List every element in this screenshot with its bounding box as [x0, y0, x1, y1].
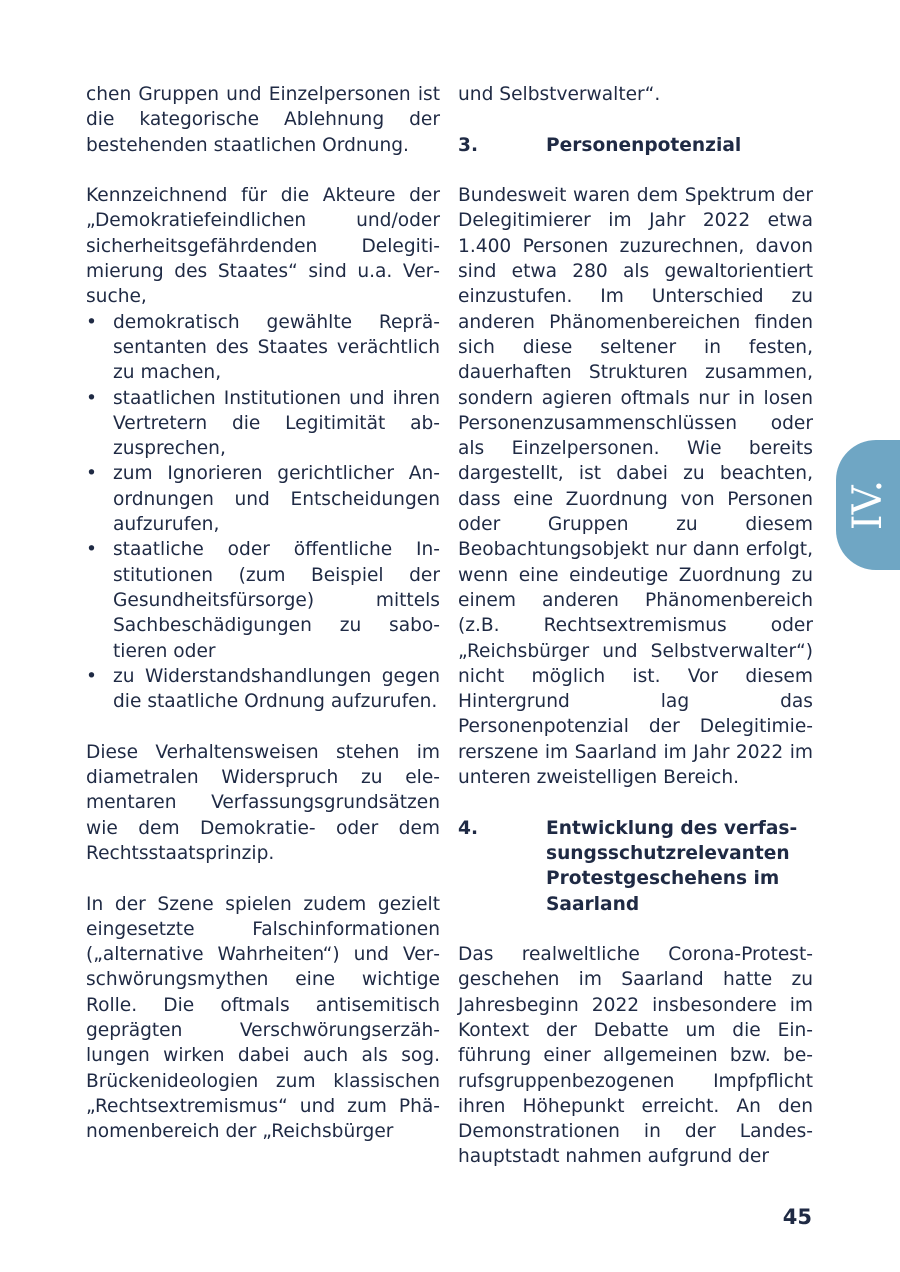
section-heading-3	[458, 133, 813, 158]
page-number: 45	[782, 1205, 812, 1229]
section-number: 4.	[458, 817, 479, 839]
list-item: • staatlichen Institutionen und ihren Vertretern die Legitimität abzusprechen,	[86, 386, 440, 462]
section-heading-4	[458, 816, 813, 917]
paragraph-intro: Kennzeichnend für die Akteure der „Demokratiefeindlichen und/oder sicherheitsgefährdenden Delegitimierung des Staates“ sind u.a. Versuche,	[86, 185, 440, 308]
chapter-label-text: IV.	[844, 479, 891, 531]
left-column	[86, 82, 440, 1144]
paragraph: und Selbstverwalter“.	[458, 84, 661, 105]
list-item: • zu Widerstandshandlungen gegen die staatliche Ordnung aufzurufen.	[86, 664, 440, 715]
paragraph: Das realweltliche Corona-Protestgeschehen im Saarland hatte zu Jahresbeginn 2022 insbesondere im Kontext der Debatte um die Einführung einer allgemeinen bzw. berufsgruppenbezogenen Impfpflicht ihren Höhepunkt erreicht. An den Demonstrationen in der Landeshauptstadt nahmen aufgrund der	[458, 944, 813, 1168]
bullet-list	[86, 310, 440, 715]
paragraph: Bundesweit waren dem Spektrum der Delegitimierer im Jahr 2022 etwa 1.400 Personen zuzurechnen, davon sind etwa 280 als gewaltorientiert einzustufen. Im Unterschied zu anderen Phänomenbereichen finden sich diese seltener in festen, dauerhaften Strukturen zusammen, sondern agieren oftmals nur in losen Personenzusammenschlüssen oder als Einzelpersonen. Wie bereits dargestellt, ist dabei zu beachten, dass eine Zuordnung von Personen oder Gruppen zu diesem Beobachtungsobjekt nur dann erfolgt, wenn eine eindeutige Zuordnung zu einem anderen Phänomenbereich (z.B. Rechtsextremismus oder „Reichsbürger und Selbstverwalter“) nicht möglich ist. Vor diesem Hintergrund lag das Personenpotenzial der Delegitimiererszene im Saarland im Jahr 2022 im unteren zweistelligen Bereich.	[458, 185, 813, 789]
section-number: 3.	[458, 134, 479, 156]
paragraph: In der Szene spielen zudem gezielt eingesetzte Falschinformationen („alternative Wahrheiten“) und Verschwörungsmythen eine wichtige Rolle. Die oftmals antisemitisch geprägten Verschwörungserzählungen wirken dabei auch als sog. Brückenideologien zum klassischen „Rechtsextremismus“ und zum Phänomenbereich der „Reichsbürger	[86, 893, 440, 1143]
list-item: • zum Ignorieren gerichtlicher Anordnungen und Entscheidungen aufzurufen,	[86, 461, 440, 537]
paragraph: Diese Verhaltensweisen stehen im diametralen Widerspruch zu elementaren Verfassungsgrundsätzen wie dem Demokratie- oder dem Rechtsstaatsprinzip.	[86, 741, 440, 864]
chapter-tab-label	[836, 440, 900, 570]
section-title: Personenpotenzial	[546, 134, 742, 156]
right-column	[458, 82, 813, 1170]
list-item: • staatliche oder öffentliche Institutionen (zum Beispiel der Gesundheitsfürsorge) mittels Sachbeschädigungen zu sabotieren oder	[86, 537, 440, 663]
paragraph: chen Gruppen und Einzelpersonen ist die kategorische Ablehnung der bestehenden staatlichen Ordnung.	[86, 84, 440, 156]
list-item: • demokratisch gewählte Repräsentanten des Staates verächtlich zu machen,	[86, 310, 440, 386]
section-title: Entwicklung des verfassungsschutzrelevanten Protestgeschehens im Saarland	[546, 817, 798, 915]
